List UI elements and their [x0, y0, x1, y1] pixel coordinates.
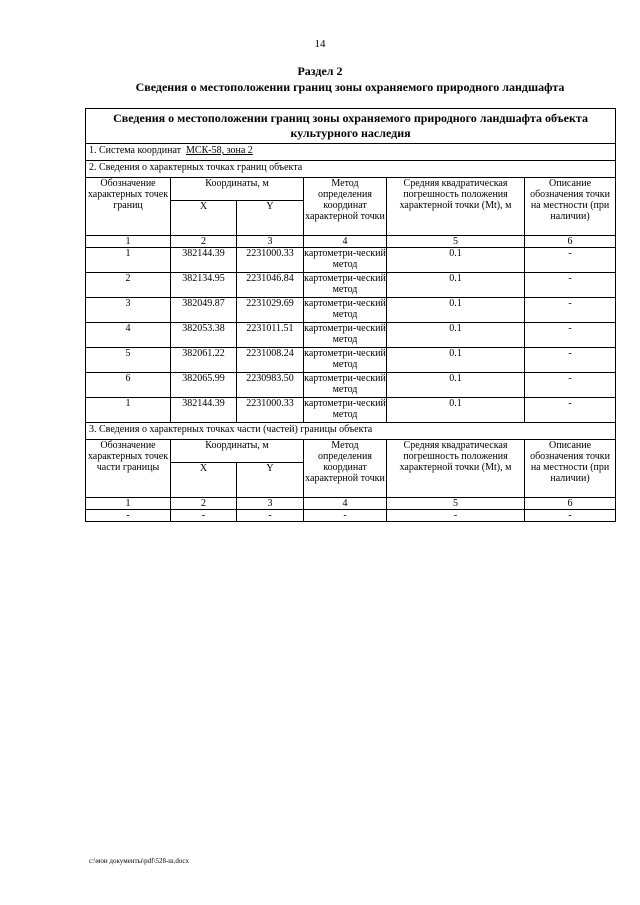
cell-x: 382053.38	[171, 323, 237, 348]
column-number: 5	[387, 498, 525, 510]
table-row	[86, 323, 616, 348]
table-row	[86, 398, 616, 423]
column-number: 2	[171, 236, 237, 248]
cell-point: 3	[86, 298, 171, 323]
cell-y: 2231008.24	[237, 348, 304, 373]
header-accuracy: Средняя квадратическая погрешность положения характерной точки (Mt), м	[387, 440, 525, 498]
table-row	[86, 373, 616, 398]
cell-x: 382049.87	[171, 298, 237, 323]
cell-y: -	[237, 510, 304, 522]
cell-y: 2230983.50	[237, 373, 304, 398]
cell-y: 2231046.84	[237, 273, 304, 298]
cell-x: 382134.95	[171, 273, 237, 298]
column-number: 3	[237, 236, 304, 248]
cell-description: -	[525, 323, 616, 348]
column-number: 6	[525, 236, 616, 248]
header-coordinates: Координаты, м	[171, 178, 304, 201]
cell-y: 2231000.33	[237, 398, 304, 423]
coord-system-label: 1. Система координат	[89, 145, 182, 156]
cell-point: 5	[86, 348, 171, 373]
header-accuracy: Средняя квадратическая погрешность положения характерной точки (Mt), м	[387, 178, 525, 236]
header-method: Метод определения координат характерной точки	[304, 440, 387, 498]
section2-title: 2. Сведения о характерных точках границ объекта	[86, 161, 616, 178]
header-coordinates: Координаты, м	[171, 440, 304, 463]
column-number: 5	[387, 236, 525, 248]
column-number: 6	[525, 498, 616, 510]
cell-point: -	[86, 510, 171, 522]
cell-accuracy: 0.1	[387, 298, 525, 323]
cell-description: -	[525, 298, 616, 323]
cell-method: картометри-ческий метод	[304, 248, 387, 273]
boundary-table	[85, 108, 616, 522]
cell-method: картометри-ческий метод	[304, 373, 387, 398]
header-point-designation: Обозначение характерных точек границ	[86, 178, 171, 236]
cell-description: -	[525, 248, 616, 273]
coord-system-value: МСК-58, зона 2	[186, 145, 253, 156]
table-row	[86, 248, 616, 273]
cell-method: картометри-ческий метод	[304, 398, 387, 423]
cell-accuracy: 0.1	[387, 273, 525, 298]
cell-y: 2231000.33	[237, 248, 304, 273]
section-subtitle: Сведения о местоположении границ зоны охраняемого природного ландшафта	[135, 80, 565, 94]
header-x: X	[171, 463, 237, 498]
header-method: Метод определения координат характерной точки	[304, 178, 387, 236]
footer-file-path: c:\мои документы\pdf\528-ш.docx	[89, 857, 190, 865]
cell-y: 2231011.51	[237, 323, 304, 348]
cell-method: картометри-ческий метод	[304, 298, 387, 323]
cell-description: -	[525, 510, 616, 522]
cell-x: 382061.22	[171, 348, 237, 373]
table-row	[86, 510, 616, 522]
column-number: 1	[86, 498, 171, 510]
cell-point: 6	[86, 373, 171, 398]
table-row	[86, 298, 616, 323]
cell-accuracy: 0.1	[387, 398, 525, 423]
header-y: Y	[237, 463, 304, 498]
cell-x: 382144.39	[171, 398, 237, 423]
cell-description: -	[525, 348, 616, 373]
section-title: Раздел 2	[297, 64, 343, 78]
cell-point: 4	[86, 323, 171, 348]
cell-method: картометри-ческий метод	[304, 323, 387, 348]
cell-accuracy: 0.1	[387, 248, 525, 273]
header-x: X	[171, 201, 237, 236]
cell-accuracy: 0.1	[387, 348, 525, 373]
section3-title: 3. Сведения о характерных точках части (частей) границы объекта	[86, 423, 616, 440]
cell-x: 382144.39	[171, 248, 237, 273]
column-number: 4	[304, 498, 387, 510]
header-y: Y	[237, 201, 304, 236]
cell-x: 382065.99	[171, 373, 237, 398]
column-number: 3	[237, 498, 304, 510]
coord-system-row	[86, 144, 616, 161]
header-point-designation-part: Обозначение характерных точек части границы	[86, 440, 171, 498]
header-description: Описание обозначения точки на местности (при наличии)	[525, 440, 616, 498]
column-number: 1	[86, 236, 171, 248]
cell-description: -	[525, 373, 616, 398]
cell-accuracy: -	[387, 510, 525, 522]
cell-x: -	[171, 510, 237, 522]
page-number: 14	[314, 38, 326, 50]
cell-method: -	[304, 510, 387, 522]
table-row	[86, 348, 616, 373]
column-number: 4	[304, 236, 387, 248]
cell-accuracy: 0.1	[387, 323, 525, 348]
header-description: Описание обозначения точки на местности (при наличии)	[525, 178, 616, 236]
cell-method: картометри-ческий метод	[304, 273, 387, 298]
column-number: 2	[171, 498, 237, 510]
cell-method: картометри-ческий метод	[304, 348, 387, 373]
cell-point: 1	[86, 248, 171, 273]
cell-description: -	[525, 273, 616, 298]
table-row	[86, 273, 616, 298]
cell-point: 1	[86, 398, 171, 423]
table-title: Сведения о местоположении границ зоны охраняемого природного ландшафта объекта культурного наследия	[86, 109, 616, 144]
cell-y: 2231029.69	[237, 298, 304, 323]
cell-point: 2	[86, 273, 171, 298]
cell-accuracy: 0.1	[387, 373, 525, 398]
cell-description: -	[525, 398, 616, 423]
